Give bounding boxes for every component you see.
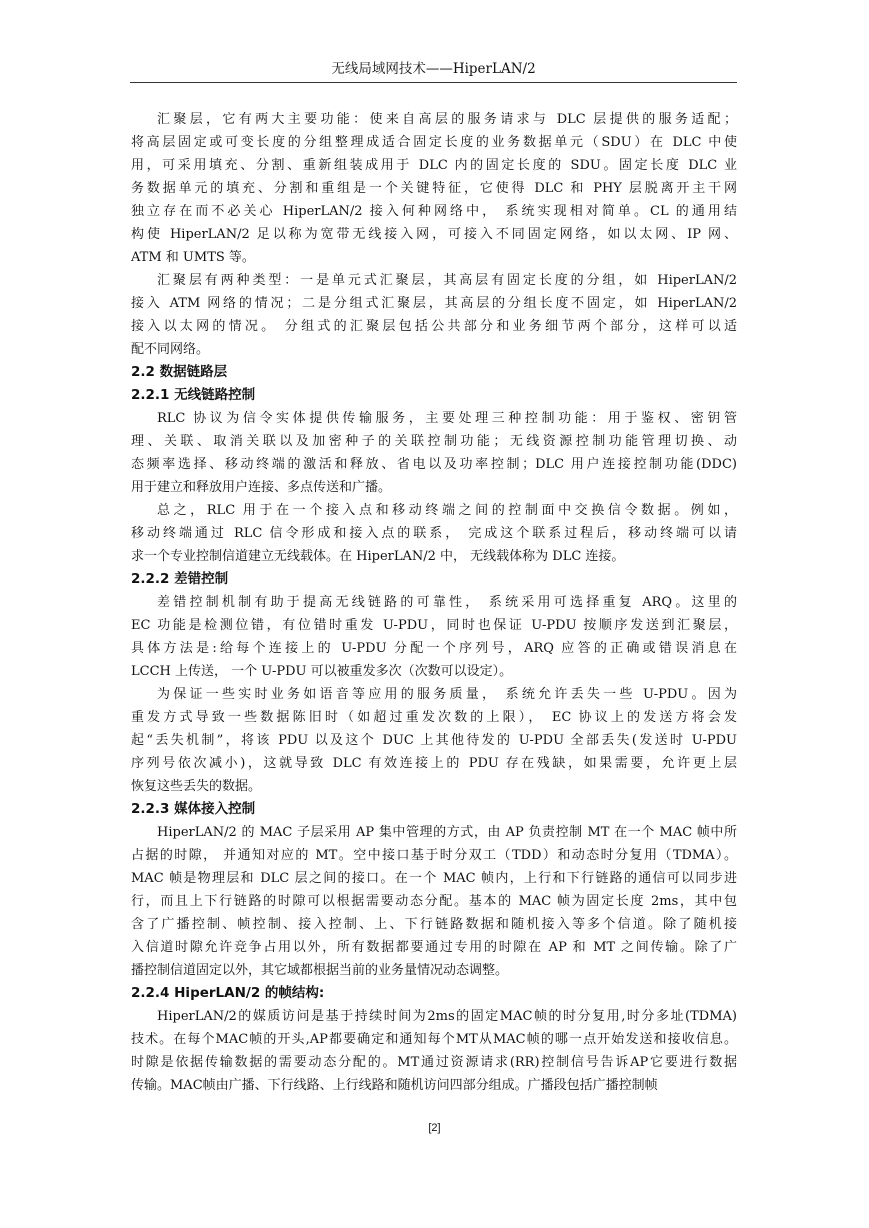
paragraph-line: 序列号依次减小)，这就导致 DLC 有效连接上的 PDU 存在残缺，如果需要，允许更上层 xyxy=(131,756,737,771)
document-body xyxy=(131,108,737,1097)
paragraph-line: 用于建立和释放用户连接、多点传送和广播。 xyxy=(131,480,392,495)
paragraph xyxy=(131,821,737,982)
paragraph-line: 重发方式导致一些数据陈旧时（如超过重发次数的上限）， EC 协议上的发送方将会发 xyxy=(131,710,737,725)
paragraph-line: 恢复这些丢失的数据。 xyxy=(131,779,262,794)
paragraph-line: 含了广播控制、帧控制、接入控制、上、下行链路数据和随机接入等多个信道。除了随机接 xyxy=(131,917,737,932)
paragraph-line: 占据的时隙， 并通知对应的 MT。空中接口基于时分双工（TDD）和动态时分复用（TDMA）。 xyxy=(131,848,737,863)
paragraph-line: 构使 HiperLAN/2 足以称为宽带无线接入网，可接入不同固定网络，如以太网、IP 网、 xyxy=(131,227,737,242)
page-number: [2] xyxy=(428,1122,441,1134)
paragraph-line: ATM 和 UMTS 等。 xyxy=(131,250,255,265)
paragraph-line: 时隙是依据传输数据的需要动态分配的。MT通过资源请求(RR)控制信号告诉AP它要进行数据 xyxy=(131,1055,737,1070)
paragraph xyxy=(131,108,737,269)
paragraph-line: 态频率选择、移动终端的激活和释放、省电以及功率控制；DLC 用户连接控制功能(DDC) xyxy=(131,457,737,472)
paragraph-line: 配不同网络。 xyxy=(131,342,210,357)
paragraph xyxy=(131,499,737,568)
paragraph-line: 移动终端通过 RLC 信令形成和接入点的联系， 完成这个联系过程后，移动终端可以请 xyxy=(131,526,737,541)
paragraph-line: 汇聚层，它有两大主要功能：使来自高层的服务请求与 DLC 层提供的服务适配； xyxy=(157,112,737,127)
paragraph-line: 独立存在而不必关心 HiperLAN/2 接入何种网络中， 系统实现相对简单。CL 的通用结 xyxy=(131,204,737,219)
paragraph-line: LCCH 上传送， 一个 U-PDU 可以被重发多次（次数可以设定）。 xyxy=(131,664,513,679)
paragraph-line: HiperLAN/2的媒质访问是基于持续时间为2ms的固定MAC帧的时分复用,时分多址(TDMA) xyxy=(157,1009,737,1024)
paragraph-line: 求一个专业控制信道建立无线载体。在 HiperLAN/2 中， 无线载体称为 DLC 连接。 xyxy=(131,549,625,564)
section-heading: 2.2.3 媒体接入控制 xyxy=(131,801,256,817)
paragraph xyxy=(131,407,737,499)
paragraph-line: 用，可采用填充、分割、重新组装成用于 DLC 内的固定长度的 SDU。固定长度 DLC 业 xyxy=(131,158,737,173)
section-heading: 2.2.4 HiperLAN/2 的帧结构: xyxy=(131,985,325,1001)
paragraph-line: 播控制信道固定以外，其它域都根据当前的业务量情况动态调整。 xyxy=(131,963,509,978)
page-header-title: 无线局域网技术——HiperLAN/2 xyxy=(331,61,536,77)
paragraph xyxy=(131,683,737,798)
paragraph-line: 汇聚层有两种类型：一是单元式汇聚层，其高层有固定长度的分组，如 HiperLAN/2 xyxy=(157,273,737,288)
paragraph-line: HiperLAN/2 的 MAC 子层采用 AP 集中管理的方式，由 AP 负责控制 MT 在一个 MAC 帧中所 xyxy=(157,825,737,840)
paragraph-line: 接入 ATM 网络的情况；二是分组式汇聚层，其高层的分组长度不固定，如 HiperLAN/2 xyxy=(131,296,737,311)
paragraph-line: 总之，RLC 用于在一个接入点和移动终端之间的控制面中交换信令数据。例如， xyxy=(157,503,737,518)
paragraph-line: 接入以太网的情况。 分组式的汇聚层包括公共部分和业务细节两个部分，这样可以适 xyxy=(131,319,737,334)
paragraph-line: 入信道时隙允许竞争占用以外，所有数据都要通过专用的时隙在 AP 和 MT 之间传输。除了广 xyxy=(131,940,737,955)
section-heading: 2.2 数据链路层 xyxy=(131,364,228,380)
paragraph-line: 理、关联、取消关联以及加密种子的关联控制功能；无线资源控制功能管理切换、动 xyxy=(131,434,737,449)
paragraph-line: 传输。MAC帧由广播、下行线路、上行线路和随机访问四部分组成。广播段包括广播控制帧 xyxy=(131,1078,658,1093)
paragraph-line: 务数据单元的填充、分割和重组是一个关键特征，它使得 DLC 和 PHY 层脱离开主干网 xyxy=(131,181,737,196)
paragraph-line: EC 功能是检测位错，有位错时重发 U-PDU，同时也保证 U-PDU 按顺序发送到汇聚层， xyxy=(131,618,737,633)
paragraph xyxy=(131,1005,737,1097)
paragraph-line: 具体方法是:给每个连接上的 U-PDU 分配一个序列号，ARQ 应答的正确或错误消息在 xyxy=(131,641,737,656)
paragraph-line: MAC 帧是物理层和 DLC 层之间的接口。在一个 MAC 帧内，上行和下行链路的通信可以同步进 xyxy=(131,871,737,886)
paragraph-line: 将高层固定或可变长度的分组整理成适合固定长度的业务数据单元（SDU）在 DLC 中使 xyxy=(131,135,737,150)
paragraph xyxy=(131,591,737,683)
paragraph-line: 行，而且上下行链路的时隙可以根据需要动态分配。基本的 MAC 帧为固定长度 2ms，其中包 xyxy=(131,894,737,909)
section-heading: 2.2.2 差错控制 xyxy=(131,571,229,587)
paragraph-line: 为保证一些实时业务如语音等应用的服务质量， 系统允许丢失一些 U-PDU。因为 xyxy=(157,687,737,702)
section-heading: 2.2.1 无线链路控制 xyxy=(131,387,256,403)
paragraph-line: 差错控制机制有助于提高无线链路的可靠性， 系统采用可选择重复 ARQ。这里的 xyxy=(157,595,737,610)
paragraph-line: 起“丢失机制”，将该 PDU 以及这个 DUC 上其他待发的 U-PDU 全部丢失(发送时 U-PDU xyxy=(131,733,737,748)
paragraph xyxy=(131,269,737,361)
header-rule xyxy=(130,82,737,83)
paragraph-line: 技术。在每个MAC帧的开头,AP都要确定和通知每个MT从MAC帧的哪一点开始发送和接收信息。 xyxy=(131,1032,737,1047)
paragraph-line: RLC 协议为信令实体提供传输服务，主要处理三种控制功能：用于鉴权、密钥管 xyxy=(157,411,737,426)
